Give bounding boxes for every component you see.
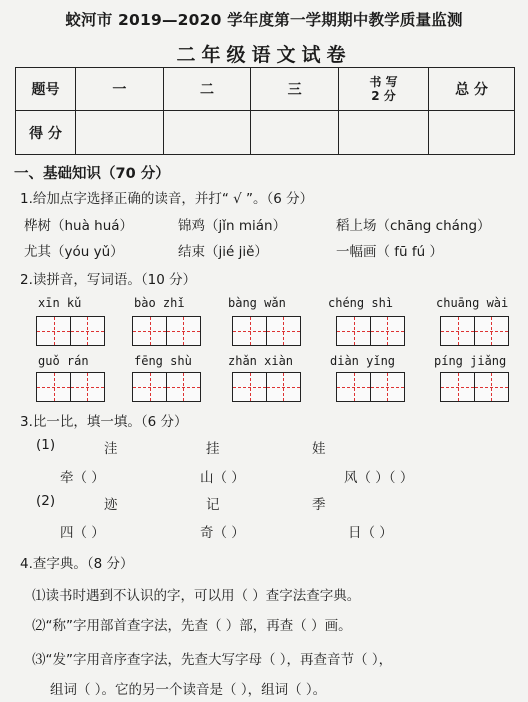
q2-pinyin: píng jiǎng	[434, 354, 507, 368]
writing-grid[interactable]	[336, 316, 404, 346]
score-table-header-row	[16, 68, 515, 111]
writing-grid[interactable]	[440, 372, 508, 402]
score-blank-cell[interactable]	[429, 111, 515, 155]
q2-pinyin: guǒ rán	[38, 354, 89, 368]
q3-prompt: 3.比一比，填一填。（6 分）	[20, 414, 188, 430]
q3-fill-blank[interactable]: 日（ ）	[348, 525, 393, 541]
score-table	[15, 67, 515, 155]
q2-pinyin: fēng shù	[134, 354, 192, 368]
q2-prompt: 2.读拼音，写词语。（10 分）	[20, 272, 197, 288]
section-title: 一、基础知识（70 分）	[14, 166, 170, 182]
q2-pinyin: chuāng wài	[436, 296, 509, 310]
q1-item[interactable]: 结束（jié jiě）	[178, 244, 268, 260]
q2-pinyin: chéng shì	[328, 296, 394, 310]
q3-fill-blank[interactable]: 风（ ）（ ）	[344, 470, 414, 486]
q3-group-number: (2)	[36, 493, 56, 509]
q3-char: 季	[312, 497, 326, 513]
q3-fill-blank[interactable]: 牵（ ）	[60, 470, 105, 486]
q2-pinyin: xīn kǔ	[38, 296, 82, 310]
q3-fill-blank[interactable]: 四（ ）	[60, 525, 105, 541]
q4-line[interactable]: ⑵“称”字用部首查字法，先查（ ）部，再查（ ）画。	[32, 618, 352, 634]
q1-item[interactable]: 一幅画（ fū fú ）	[336, 244, 443, 260]
score-header-cell: 题号	[16, 68, 76, 111]
q1-item[interactable]: 锦鸡（jǐn mián）	[178, 218, 287, 234]
q2-pinyin: zhǎn xiàn	[228, 354, 294, 368]
q3-group-number: (1)	[36, 437, 56, 453]
score-header-cell: 书 写 2 分	[339, 68, 429, 111]
score-blank-cell[interactable]	[163, 111, 251, 155]
score-row-label: 得 分	[16, 111, 76, 155]
writing-grid[interactable]	[132, 316, 200, 346]
q4-line[interactable]: 组词（ ）。它的另一个读音是（ ），组词（ ）。	[50, 682, 327, 698]
writing-grid[interactable]	[232, 316, 300, 346]
writing-grid[interactable]	[36, 372, 104, 402]
paper-title: 二年级语文试卷	[176, 44, 352, 66]
q4-prompt: 4.查字典。（8 分）	[20, 556, 134, 572]
q4-line[interactable]: ⑶“发”字用音序查字法，先查大写字母（ ），再查音节（ ），	[32, 652, 393, 668]
score-blank-cell[interactable]	[339, 111, 429, 155]
writing-grid[interactable]	[132, 372, 200, 402]
q3-char: 迹	[104, 497, 118, 513]
q2-pinyin: bàng wǎn	[228, 296, 286, 310]
q1-prompt: 1.给加点字选择正确的读音，并打“ √ ”。（6 分）	[20, 191, 314, 207]
q3-fill-blank[interactable]: 奇（ ）	[200, 525, 245, 541]
score-header-cell: 二	[163, 68, 251, 111]
writing-grid[interactable]	[36, 316, 104, 346]
score-header-cell: 一	[76, 68, 164, 111]
q2-pinyin: diàn yǐng	[330, 354, 396, 368]
q2-pinyin: bào zhǐ	[134, 296, 185, 310]
exam-title: 蛟河市 2019—2020 学年度第一学期期中教学质量监测	[65, 11, 463, 29]
q3-char: 记	[206, 497, 220, 513]
score-blank-cell[interactable]	[251, 111, 339, 155]
writing-grid[interactable]	[232, 372, 300, 402]
q3-fill-blank[interactable]: 山（ ）	[200, 470, 245, 486]
writing-grid[interactable]	[336, 372, 404, 402]
score-header-cell: 三	[251, 68, 339, 111]
score-blank-cell[interactable]	[76, 111, 164, 155]
q3-char: 洼	[104, 441, 118, 457]
q1-item[interactable]: 桦树（huà huá）	[24, 218, 134, 234]
q4-line[interactable]: ⑴读书时遇到不认识的字，可以用（ ）查字法查字典。	[32, 588, 361, 604]
q3-char: 挂	[206, 441, 220, 457]
q1-item[interactable]: 尤其（yóu yǔ）	[24, 244, 124, 260]
q1-item[interactable]: 稻上场（chāng cháng）	[336, 218, 491, 234]
score-table-score-row	[16, 111, 515, 155]
q3-char: 娃	[312, 441, 326, 457]
writing-grid[interactable]	[440, 316, 508, 346]
score-header-cell: 总 分	[429, 68, 515, 111]
